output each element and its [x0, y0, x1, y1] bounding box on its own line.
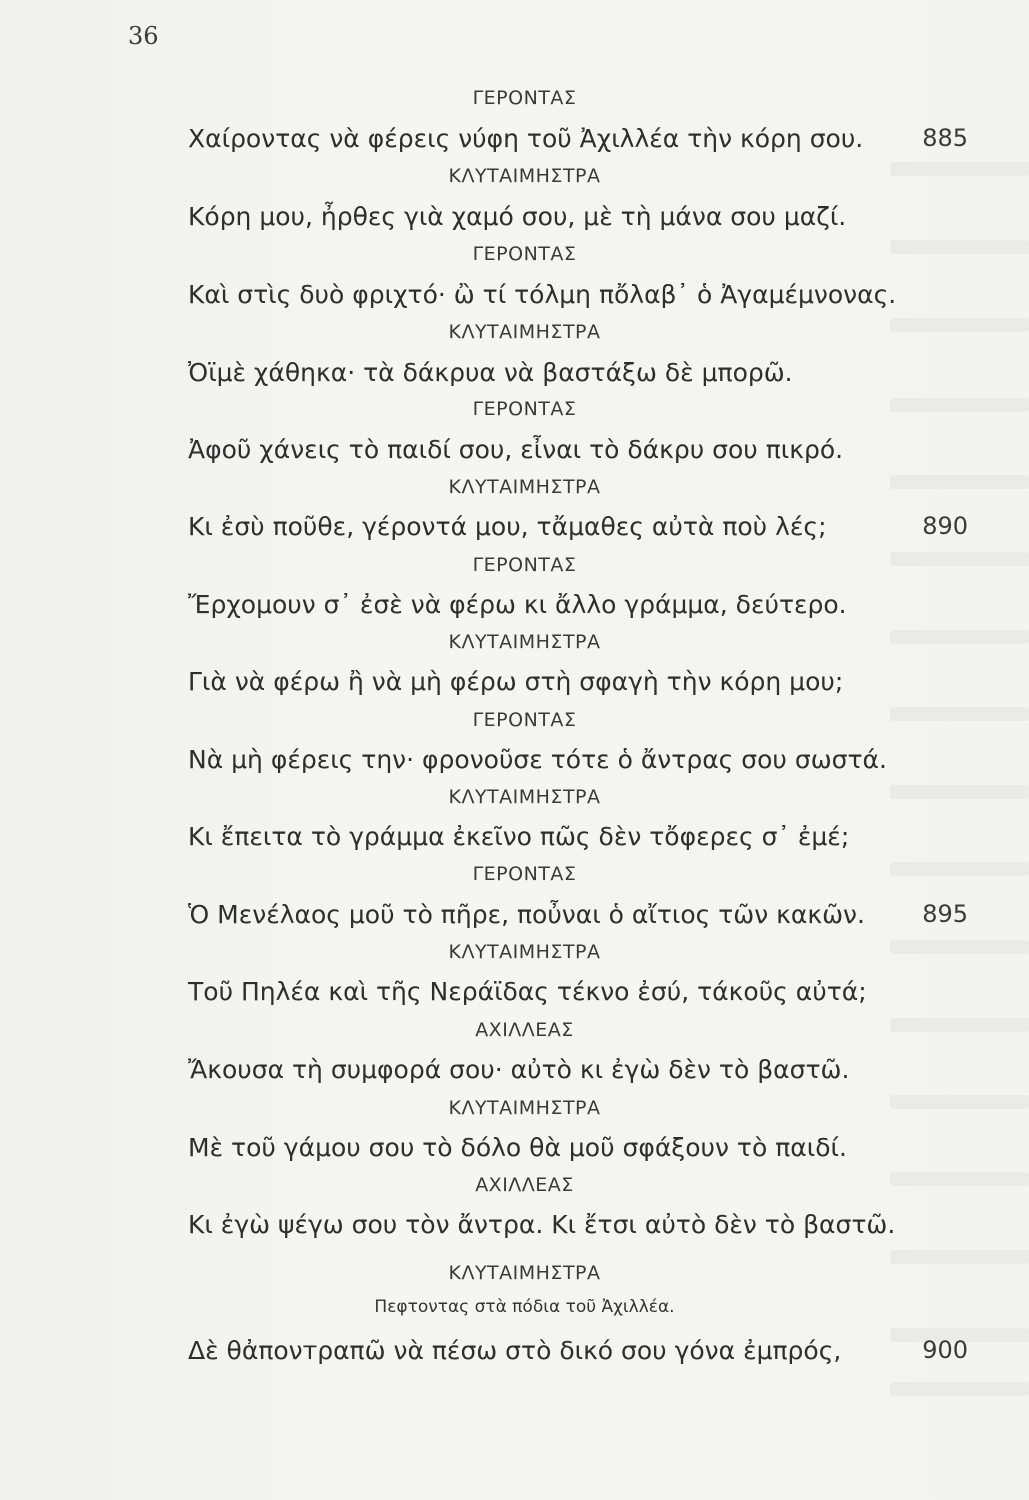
verse-line: Νὰ μὴ φέρεις την· φρονοῦσε τότε ὁ ἄντρας σου σωστά. — [188, 745, 887, 774]
line-number: 890 — [922, 512, 968, 540]
speaker-name: ΓΕΡΟΝΤΑΣ — [472, 243, 577, 265]
speaker-name: ΓΕΡΟΝΤΑΣ — [472, 863, 577, 885]
page-number: 36 — [128, 22, 159, 50]
line-number: 900 — [922, 1336, 968, 1364]
verse-line: Χαίροντας νὰ φέρεις νύφη τοῦ Ἀχιλλέα τὴν κόρη σου. — [188, 124, 864, 153]
stage-direction: Πεφτοντας στὰ πόδια τοῦ Ἀχιλλέα. — [374, 1297, 675, 1317]
verse-line: Ἀφοῦ χάνεις τὸ παιδί σου, εἶναι τὸ δάκρυ σου πικρό. — [188, 435, 844, 464]
verse-line: Κι ἔπειτα τὸ γράμμα ἐκεῖνο πῶς δὲν τὄφερες σ᾽ ἐμέ; — [188, 822, 850, 851]
speaker-name: ΚΛΥΤΑΙΜΗΣΤΡΑ — [448, 476, 601, 498]
speaker-name: ΚΛΥΤΑΙΜΗΣΤΡΑ — [448, 631, 601, 653]
verse-line: Ἔρχομουν σ᾽ ἐσὲ νὰ φέρω κι ἄλλο γράμμα, δεύτερο. — [188, 590, 847, 619]
speaker-name: ΑΧΙΛΛΕΑΣ — [475, 1174, 574, 1196]
verse-line: Ἄκουσα τὴ συμφορά σου· αὐτὸ κι ἐγὼ δὲν τὸ βαστῶ. — [188, 1055, 850, 1084]
speaker-name: ΚΛΥΤΑΙΜΗΣΤΡΑ — [448, 786, 601, 808]
speaker-name: ΚΛΥΤΑΙΜΗΣΤΡΑ — [448, 1262, 601, 1284]
verse-line: Τοῦ Πηλέα καὶ τῆς Νεράϊδας τέκνο ἐσύ, τάκοῦς αὐτά; — [188, 977, 867, 1006]
verse-line: Μὲ τοῦ γάμου σου τὸ δόλο θὰ μοῦ σφάξουν τὸ παιδί. — [188, 1133, 847, 1162]
verse-line: Κόρη μου, ἦρθες γιὰ χαμό σου, μὲ τὴ μάνα σου μαζί. — [188, 202, 847, 231]
verse-line: Δὲ θἀπονтραπῶ νὰ πέσω στὸ δικό σου γόνα ἐμπρός, — [188, 1336, 842, 1365]
verse-line: Κι ἐγὼ ψέγω σου τὸν ἄντρα. Κι ἔτσι αὐτὸ δὲν τὸ βαστῶ. — [188, 1210, 896, 1239]
speaker-name: ΚΛΥΤΑΙΜΗΣΤΡΑ — [448, 321, 601, 343]
verse-line: Κι ἐσὺ ποῦθε, γέροντά μου, τἄμαθες αὐτὰ ποὺ λές; — [188, 512, 827, 541]
speaker-name: ΓΕΡΟΝΤΑΣ — [472, 554, 577, 576]
speaker-name: ΓΕΡΟΝΤΑΣ — [472, 398, 577, 420]
speaker-name: ΓΕΡΟΝΤΑΣ — [472, 709, 577, 731]
speaker-name: ΚΛΥΤΑΙΜΗΣΤΡΑ — [448, 941, 601, 963]
verse-line: Καὶ στὶς δυὸ φριχτό· ὢ τί τόλμη πὄλαβ᾽ ὁ Ἀγαμέμνονας. — [188, 280, 897, 309]
speaker-name: ΑΧΙΛΛΕΑΣ — [475, 1019, 574, 1041]
verse-line: Ὁ Μενέλαος μοῦ τὸ πῆρε, ποὖναι ὁ αἴτιος τῶν κακῶν. — [188, 900, 865, 929]
line-number: 885 — [922, 124, 968, 152]
line-number: 895 — [922, 900, 968, 928]
speaker-name: ΓΕΡΟΝΤΑΣ — [472, 87, 577, 109]
verse-line: Γιὰ νὰ φέρω ἢ νὰ μὴ φέρω στὴ σφαγὴ τὴν κόρη μου; — [188, 667, 844, 696]
speaker-name: ΚΛΥΤΑΙΜΗΣΤΡΑ — [448, 1097, 601, 1119]
verse-line: Ὀϊμὲ χάθηκα· τὰ δάκρυα νὰ βαστάξω δὲ μπορῶ. — [188, 358, 793, 387]
speaker-name: ΚΛΥΤΑΙΜΗΣΤΡΑ — [448, 165, 601, 187]
